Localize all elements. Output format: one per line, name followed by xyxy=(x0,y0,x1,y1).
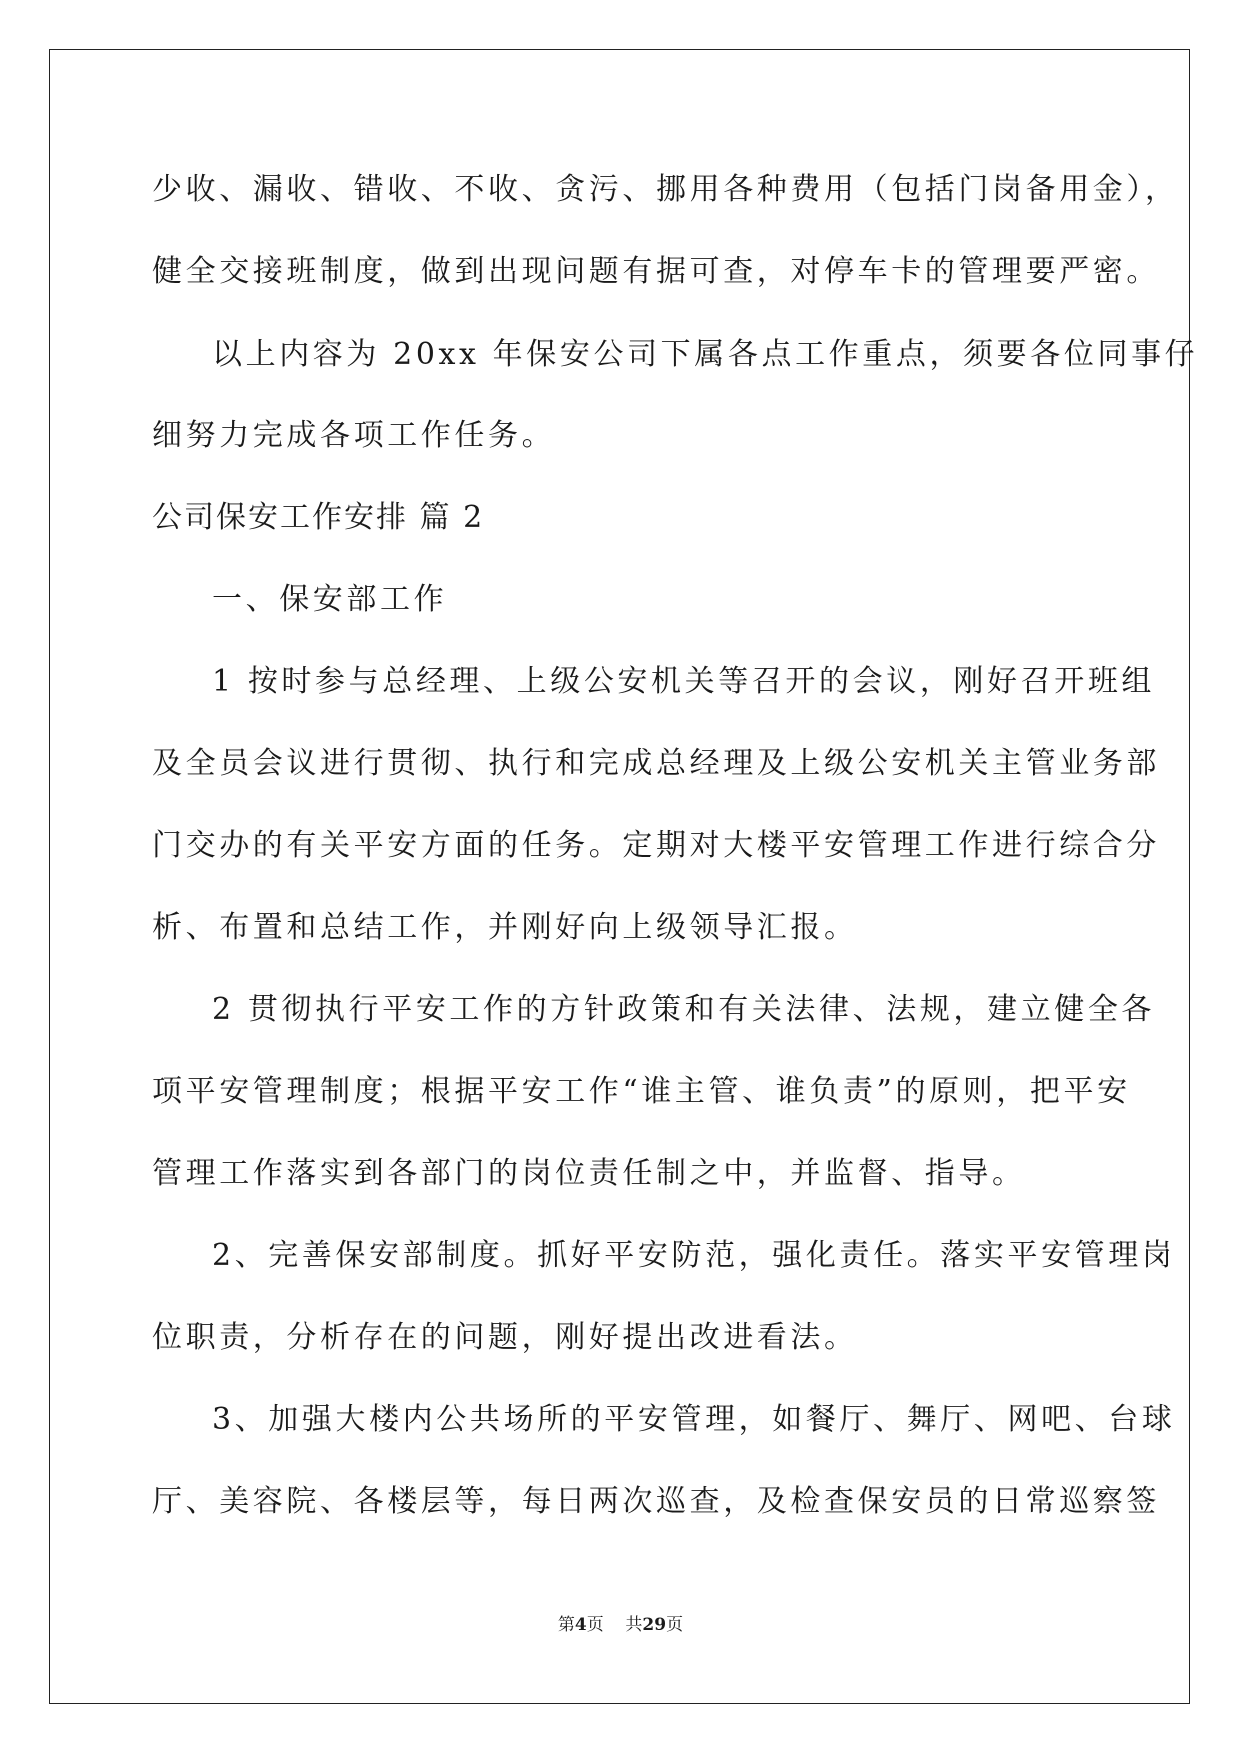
paragraph-line: 门交办的有关平安方面的任务。定期对大楼平安管理工作进行综合分 xyxy=(152,828,1160,863)
paragraph-line: 3、加强大楼内公共场所的平安管理，如餐厅、舞厅、网吧、台球 xyxy=(212,1402,1176,1437)
current-page-number: 4 xyxy=(574,1615,587,1635)
paragraph-line: 以上内容为 20xx 年保安公司下属各点工作重点，须要各位同事仔 xyxy=(212,337,1199,372)
paragraph-line: 及全员会议进行贯彻、执行和完成总经理及上级公安机关主管业务部 xyxy=(152,746,1160,781)
footer-total-prefix: 共 xyxy=(625,1615,643,1635)
page-footer xyxy=(0,1614,1241,1636)
footer-total-label: 页 xyxy=(666,1615,684,1635)
paragraph-line: 健全交接班制度，做到出现问题有据可查，对停车卡的管理要严密。 xyxy=(152,254,1160,289)
paragraph-line: 1 按时参与总经理、上级公安机关等召开的会议，刚好召开班组 xyxy=(212,664,1156,699)
paragraph-line: 少收、漏收、错收、不收、贪污、挪用各种费用（包括门岗备用金）， xyxy=(152,172,1179,207)
section-heading: 公司保安工作安排 篇 2 xyxy=(152,500,485,535)
footer-page-label: 页 xyxy=(586,1615,604,1635)
subsection-heading: 一、保安部工作 xyxy=(212,582,448,617)
paragraph-line: 位职责，分析存在的问题，刚好提出改进看法。 xyxy=(152,1320,858,1355)
paragraph-line: 析、布置和总结工作，并刚好向上级领导汇报。 xyxy=(152,910,858,945)
paragraph-line: 2 贯彻执行平安工作的方针政策和有关法律、法规，建立健全各 xyxy=(212,992,1156,1027)
footer-prefix: 第 xyxy=(557,1615,575,1635)
total-pages-number: 29 xyxy=(642,1615,667,1635)
paragraph-line: 厅、美容院、各楼层等，每日两次巡查，及检查保安员的日常巡察签 xyxy=(152,1484,1160,1519)
paragraph-line: 项平安管理制度；根据平安工作“谁主管、谁负责”的原则，把平安 xyxy=(152,1074,1131,1109)
page-border xyxy=(49,49,1190,1704)
paragraph-line: 管理工作落实到各部门的岗位责任制之中，并监督、指导。 xyxy=(152,1156,1026,1191)
paragraph-line: 2、完善保安部制度。抓好平安防范，强化责任。落实平安管理岗 xyxy=(212,1238,1176,1273)
paragraph-line: 细努力完成各项工作任务。 xyxy=(152,418,556,453)
